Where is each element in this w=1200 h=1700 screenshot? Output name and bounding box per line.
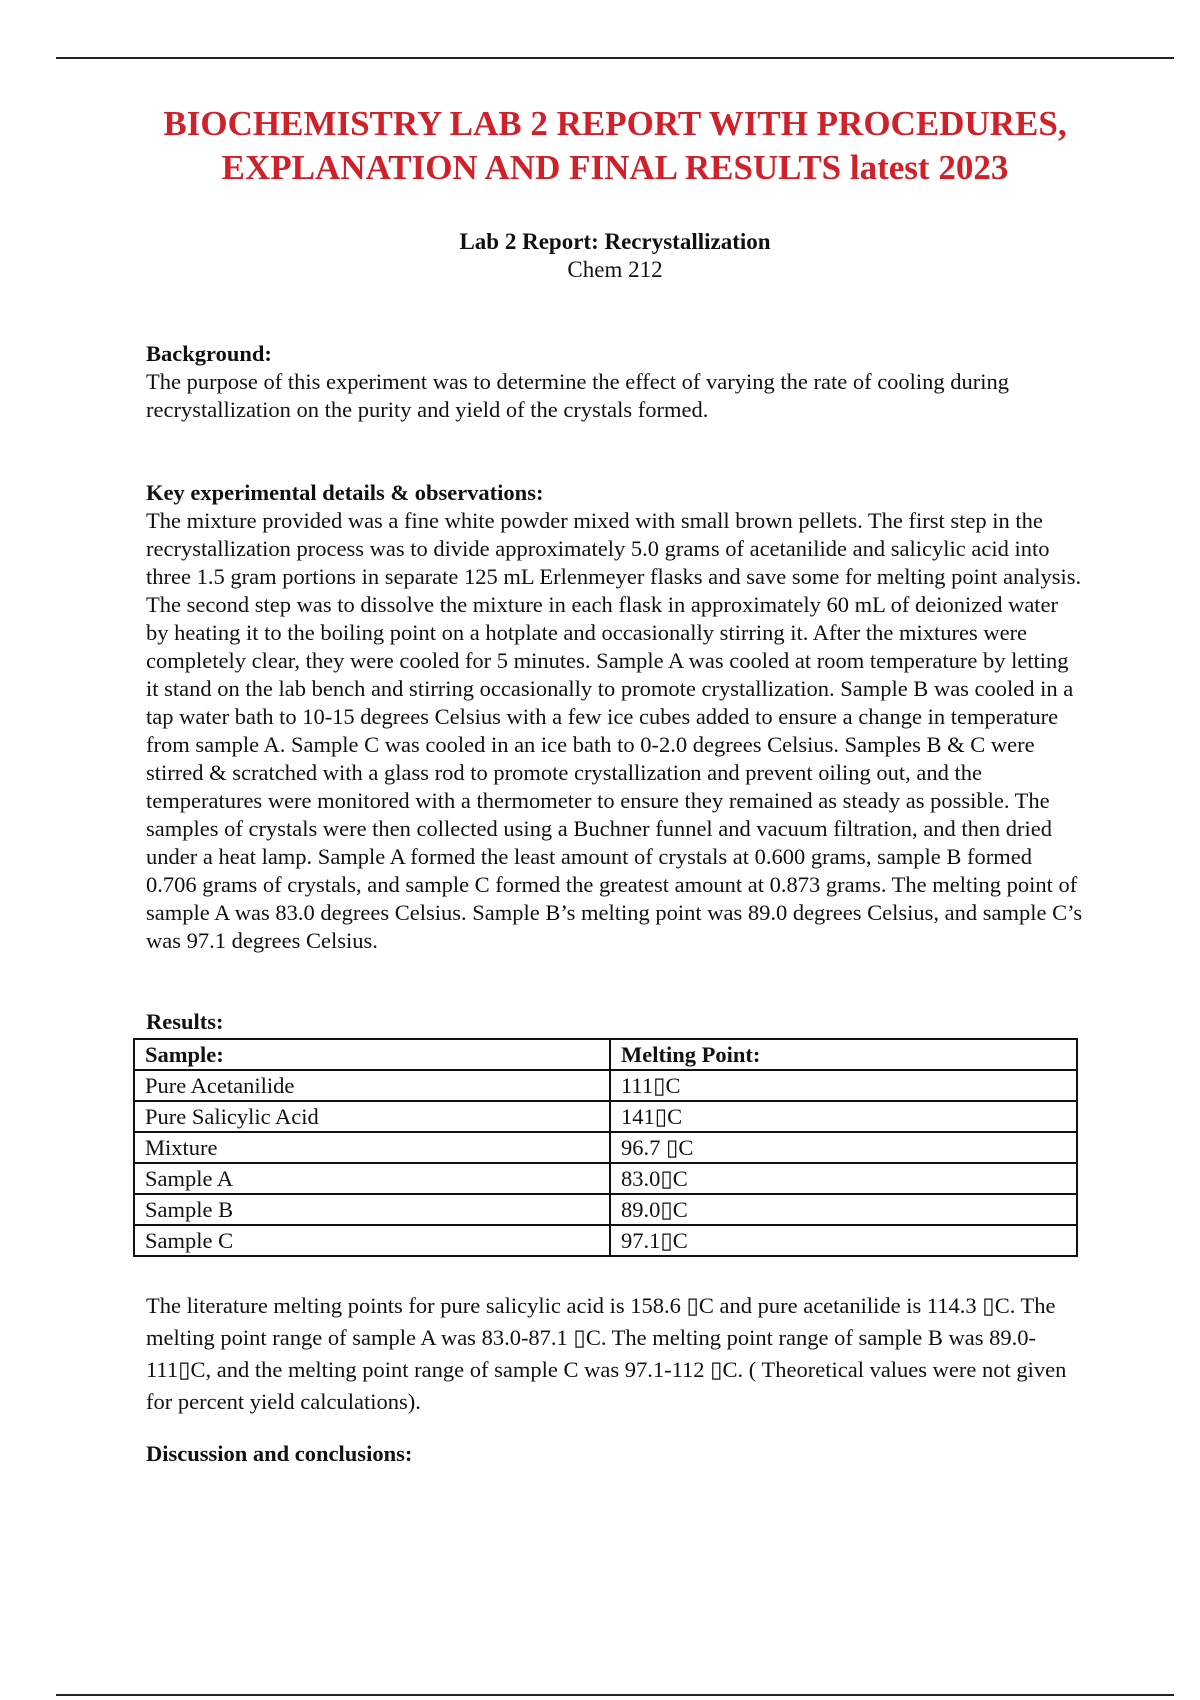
- document-title: [60, 102, 1170, 190]
- key-details-text: The mixture provided was a fine white powder mixed with small brown pellets. The first step in the recrystallization process was to divide approximately 5.0 grams of acetanilide and salicylic acid into three 1.5 gram portions in separate 125 mL Erlenmeyer flasks and save some for melting point analysis. The second step was to dissolve the mixture in each flask in approximately 60 mL of deionized water by heating it to the boiling point on a hotplate and occasionally stirring it. After the mixtures were completely clear, they were cooled for 5 minutes. Sample A was cooled at room temperature by letting it stand on the lab bench and stirring occasionally to promote crystallization. Sample B was cooled in a tap water bath to 10-15 degrees Celsius with a few ice cubes added to ensure a change in temperature from sample A. Sample C was cooled in an ice bath to 0-2.0 degrees Celsius. Samples B & C were stirred & scratched with a glass rod to promote crystallization and prevent oiling out, and the temperatures were monitored with a thermometer to ensure they remained as steady as possible. The samples of crystals were then collected using a Buchner funnel and vacuum filtration, and then dried under a heat lamp. Sample A formed the least amount of crystals at 0.600 grams, sample B formed 0.706 grams of crystals, and sample C formed the greatest amount at 0.873 grams. The melting point of sample A was 83.0 degrees Celsius. Sample B’s melting point was 89.0 degrees Celsius, and sample C’s was 97.1 degrees Celsius.: [146, 508, 1083, 953]
- background-heading: Background:: [146, 341, 272, 366]
- table-header-row: [134, 1039, 1077, 1070]
- results-table: [133, 1038, 1078, 1257]
- background-section: [146, 340, 1086, 424]
- background-text: The purpose of this experiment was to determine the effect of varying the rate of cooling during recrystallization on the purity and yield of the crystals formed.: [146, 369, 1010, 422]
- report-header: [60, 228, 1170, 284]
- sample-cell: Sample C: [134, 1225, 610, 1256]
- literature-text: The literature melting points for pure salicylic acid is 158.6 ▯C and pure acetanilide is 114.3 ▯C. The melting point range of sample A was 83.0-87.1 ▯C. The melting point range of sample B was 89.0-111▯C, and the melting point range of sample C was 97.1-112 ▯C. ( Theoretical values were not given for percent yield calculations).: [146, 1293, 1067, 1414]
- table-row: [134, 1225, 1077, 1256]
- melting-point-cell: 89.0▯C: [610, 1194, 1077, 1225]
- literature-section: [146, 1290, 1086, 1418]
- title-line-1: BIOCHEMISTRY LAB 2 REPORT WITH PROCEDURES,: [163, 104, 1067, 143]
- table-row: [134, 1194, 1077, 1225]
- sample-cell: Pure Acetanilide: [134, 1070, 610, 1101]
- header-melting-point: Melting Point:: [610, 1039, 1077, 1070]
- header-sample: Sample:: [134, 1039, 610, 1070]
- melting-point-cell: 97.1▯C: [610, 1225, 1077, 1256]
- discussion-heading: Discussion and conclusions:: [146, 1441, 413, 1466]
- bottom-divider: [56, 1694, 1174, 1696]
- results-section: [146, 1008, 1086, 1036]
- table-row: [134, 1132, 1077, 1163]
- sample-cell: Sample B: [134, 1194, 610, 1225]
- top-divider: [56, 57, 1174, 59]
- sample-cell: Sample A: [134, 1163, 610, 1194]
- melting-point-cell: 141▯C: [610, 1101, 1077, 1132]
- sample-cell: Pure Salicylic Acid: [134, 1101, 610, 1132]
- table-row: [134, 1163, 1077, 1194]
- key-details-heading: Key experimental details & observations:: [146, 480, 544, 505]
- melting-point-cell: 111▯C: [610, 1070, 1077, 1101]
- melting-point-cell: 83.0▯C: [610, 1163, 1077, 1194]
- key-details-section: [146, 479, 1086, 955]
- table-row: [134, 1101, 1077, 1132]
- table-row: [134, 1070, 1077, 1101]
- title-line-2: EXPLANATION AND FINAL RESULTS latest 2023: [221, 148, 1009, 187]
- melting-point-cell: 96.7 ▯C: [610, 1132, 1077, 1163]
- discussion-section: [146, 1440, 1086, 1468]
- results-heading: Results:: [146, 1009, 224, 1034]
- course-code: Chem 212: [567, 257, 663, 282]
- sample-cell: Mixture: [134, 1132, 610, 1163]
- report-title: Lab 2 Report: Recrystallization: [459, 229, 771, 254]
